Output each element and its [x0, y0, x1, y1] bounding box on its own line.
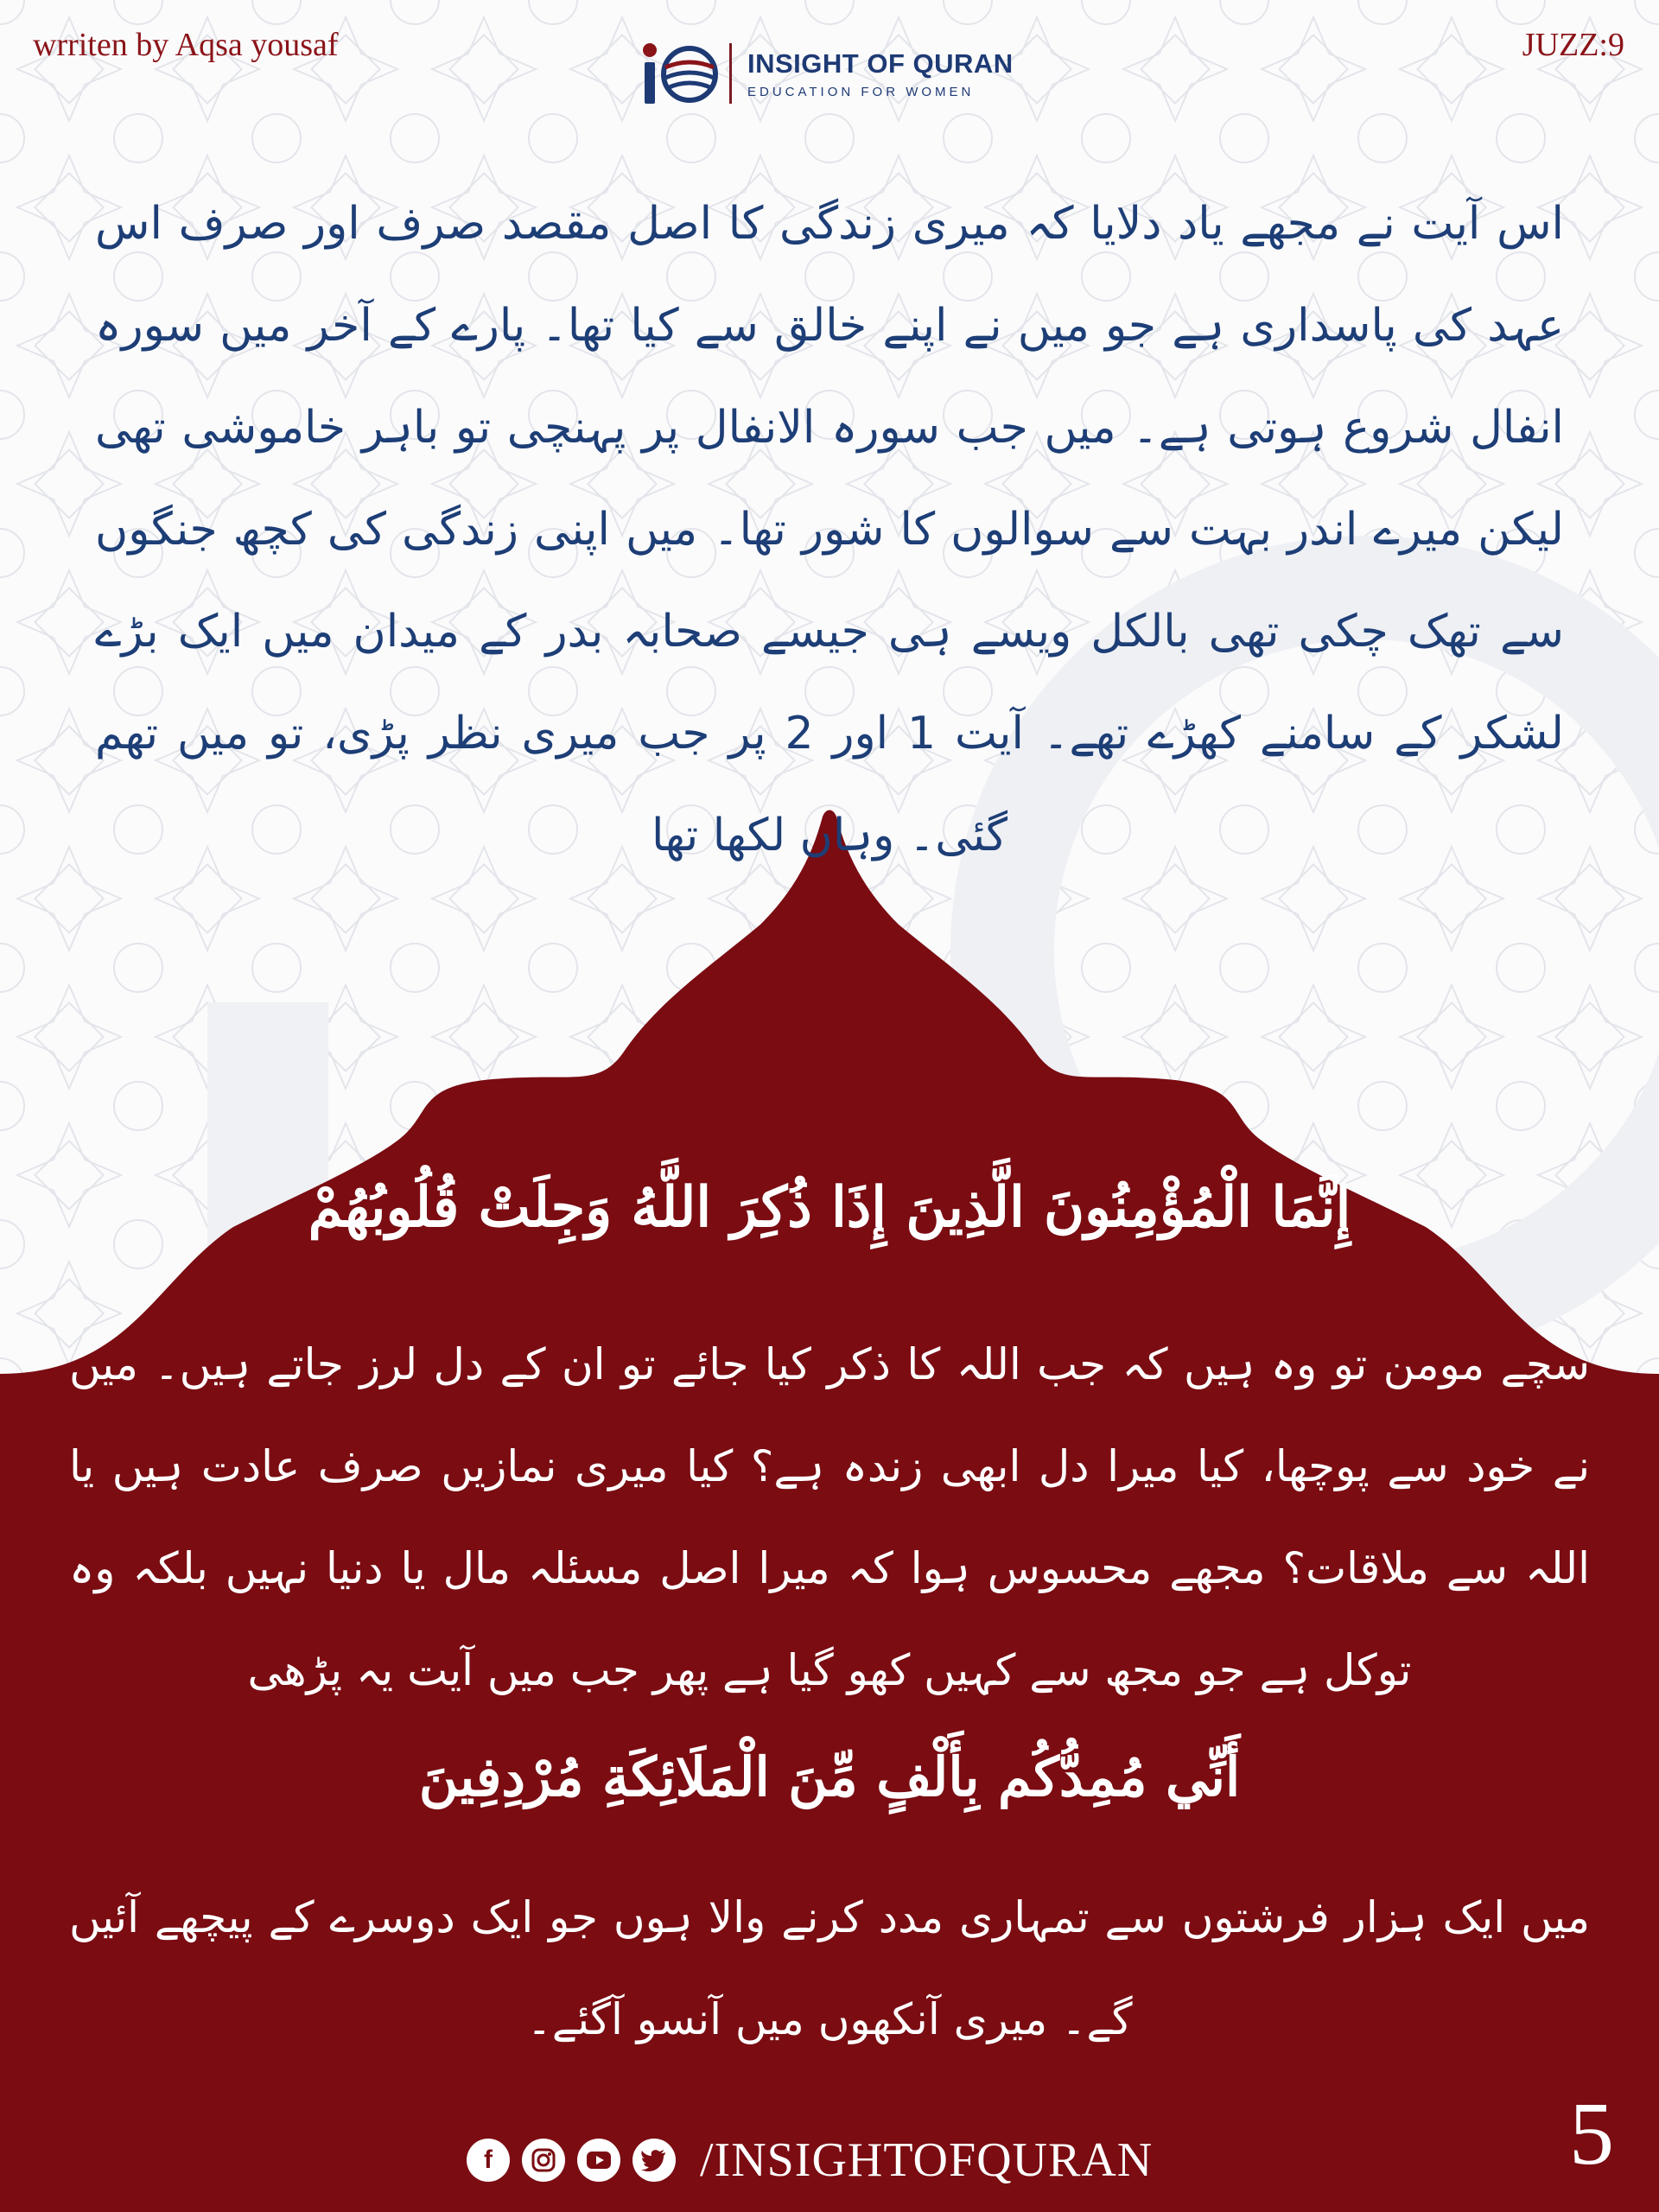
- facebook-icon[interactable]: f: [467, 2139, 510, 2182]
- page-number: 5: [1569, 2084, 1614, 2183]
- author-credit: wrriten by Aqsa yousaf: [33, 27, 339, 63]
- social-footer: [467, 2126, 1153, 2195]
- juzz-label: JUZZ:9: [1522, 27, 1624, 63]
- social-handle[interactable]: /INSIGHTOFQURAN: [700, 2133, 1154, 2187]
- instagram-icon[interactable]: [522, 2139, 565, 2182]
- logo-subtitle: EDUCATION FOR WOMEN: [747, 84, 975, 99]
- logo-divider: [729, 43, 732, 104]
- intro-paragraph: اس آیت نے مجھے یاد دلایا کہ میری زندگی کا اصل مقصد صرف اور صرف اس عہد کی پاسداری ہے جو میں نے اپنے خالق سے کیا تھا۔ پارے کے آخر میں سورہ انفال شروع ہوتی ہے۔ میں جب سورہ الانفال پر پہنچی تو باہر خاموشی تھی لیکن میرے اندر بہت سے سوالوں کا شور تھا۔ میں اپنی زندگی کی کچھ جنگوں سے تھک چکی تھی بالکل ویسے ہی جیسے صحابہ بدر کے میدان میں ایک بڑے لشکر کے سامنے کھڑے تھے۔ آیت 1 اور 2 پر جب میری نظر پڑی، تو میں تھم گئی۔ وہاں لکھا تھا: [95, 198, 1564, 861]
- twitter-icon[interactable]: [632, 2139, 676, 2182]
- logo-title: INSIGHT OF QURAN: [747, 48, 1014, 79]
- logo-text: [747, 48, 1014, 99]
- reflection-paragraph: سچے مومن تو وہ ہیں کہ جب اللہ کا ذکر کیا جائے تو ان کے دل لرز جاتے ہیں۔ میں نے خود سے پوچھا، کیا میرا دل ابھی زندہ ہے؟ کیا میری نمازیں صرف عادت ہیں یا اللہ سے ملاقات؟ مجھے محسوس ہوا کہ میرا اصل مسئلہ مال یا دنیا نہیں بلکہ وہ توکل ہے جو مجھ سے کہیں کھو گیا ہے پھر جب میں آیت یہ پڑھی: [69, 1339, 1590, 1695]
- quran-verse-2: أَنِّي مُمِدُّكُم بِأَلْفٍ مِّنَ الْمَلَائِكَةِ مُرْدِفِينَ: [418, 1745, 1241, 1808]
- youtube-icon[interactable]: [577, 2139, 620, 2182]
- closing-paragraph: میں ایک ہزار فرشتوں سے تمہاری مدد کرنے والا ہوں جو ایک دوسرے کے پیچھے آئیں گے۔ میری آنکھوں میں آنسو آگئے۔: [69, 1892, 1590, 2044]
- logo: [638, 35, 1014, 112]
- quran-verse-1: إِنَّمَا الْمُؤْمِنُونَ الَّذِينَ إِذَا ذُكِرَ اللَّهُ وَجِلَتْ قُلُوبُهُمْ: [308, 1175, 1351, 1240]
- logo-icon: [638, 35, 721, 112]
